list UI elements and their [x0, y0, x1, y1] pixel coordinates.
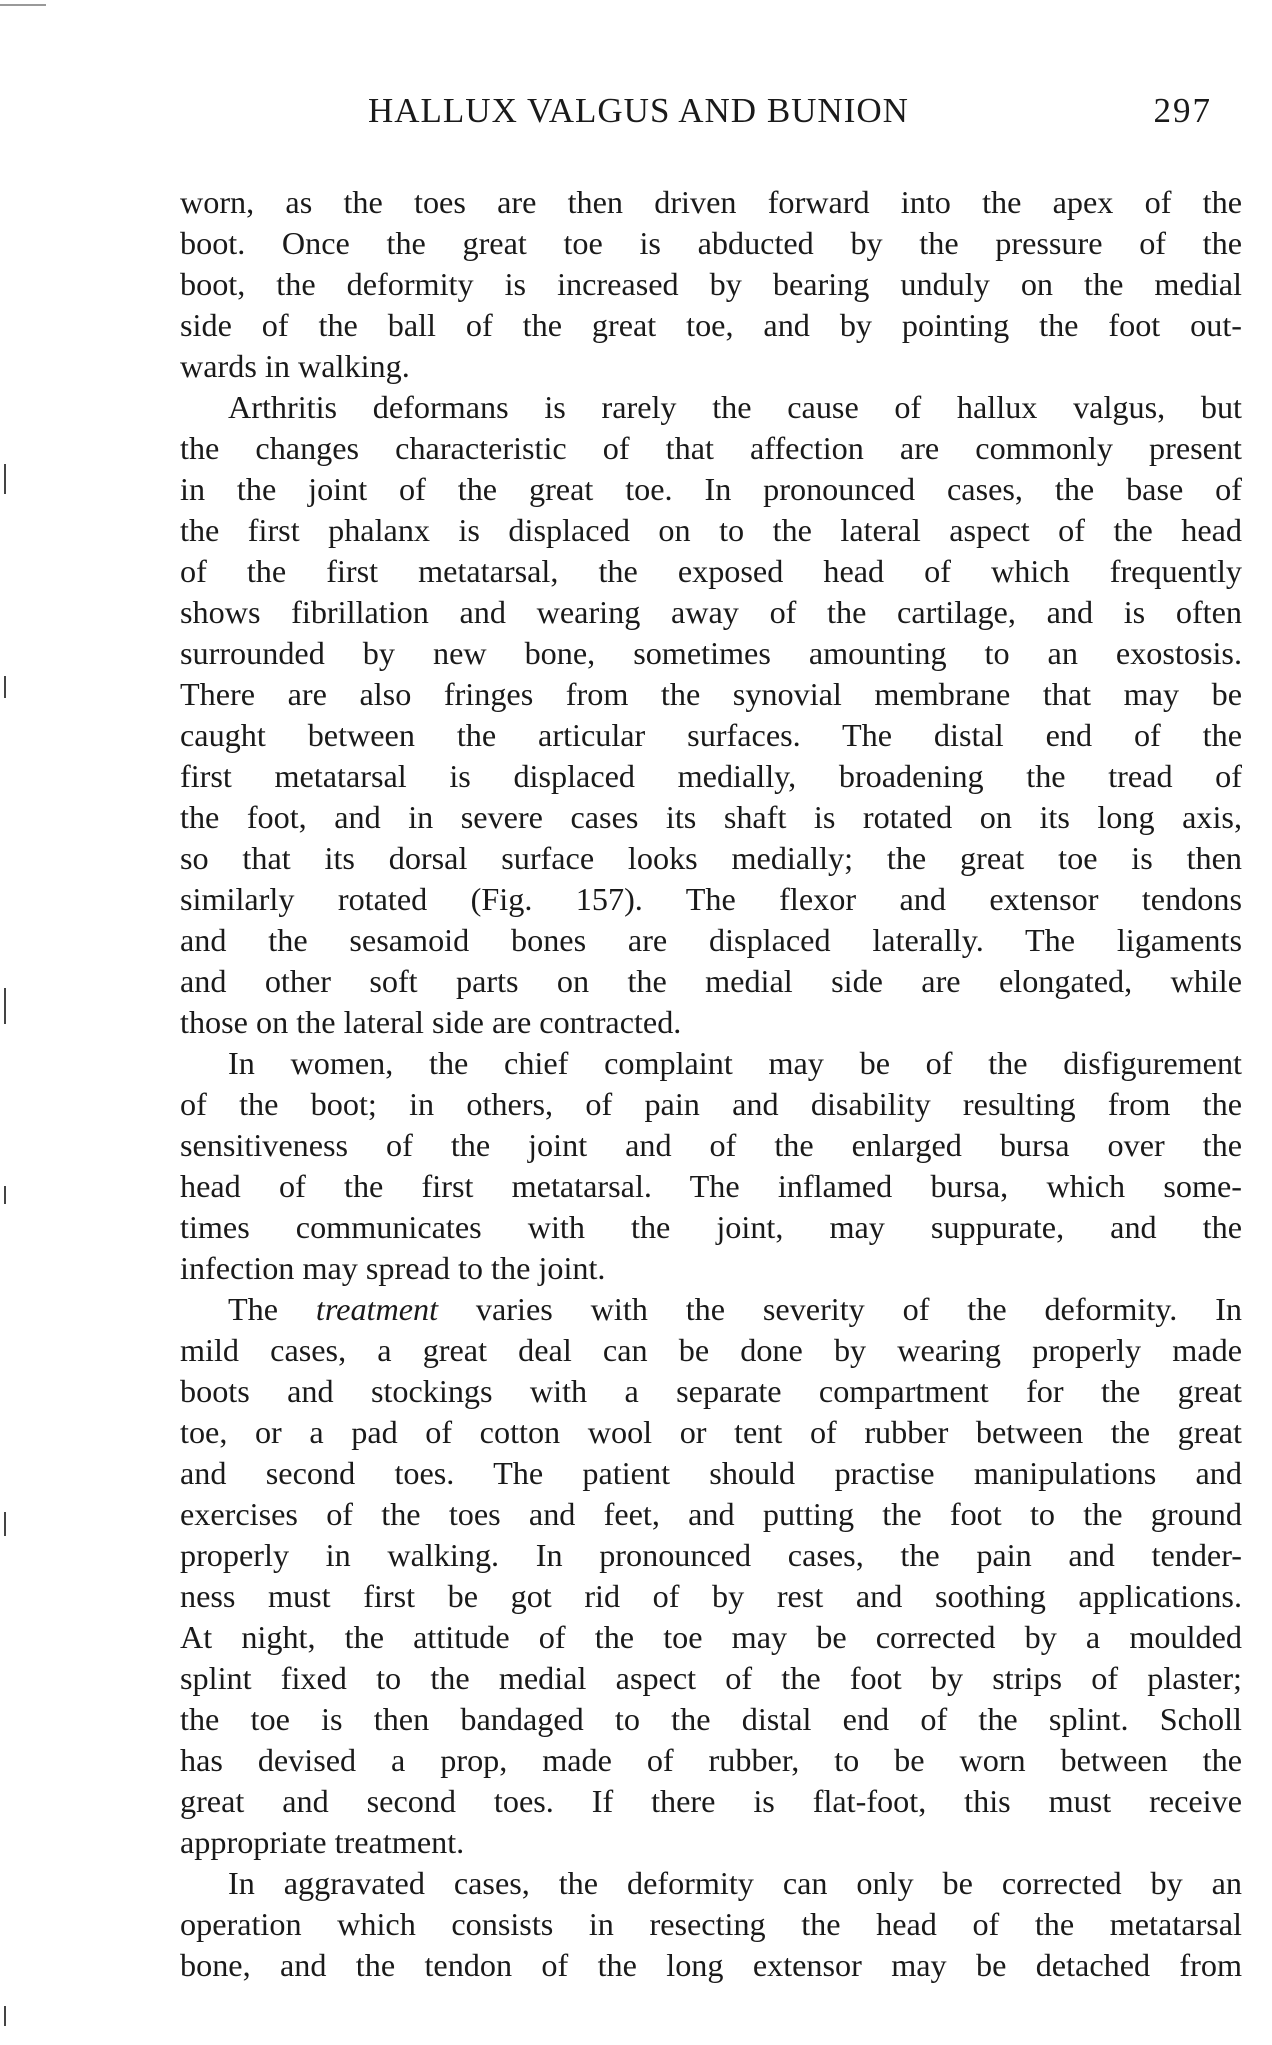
text-run: varies with the severity of the deformity. In	[438, 1291, 1243, 1327]
text-line: infection may spread to the joint.	[180, 1250, 606, 1286]
scan-margin-mark	[4, 1186, 6, 1204]
italic-term: treatment	[315, 1291, 439, 1327]
text-line: in the joint of the great toe. In pronounced cases, the base of	[180, 471, 1242, 507]
text-line: has devised a prop, made of rubber, to be worn between the	[180, 1742, 1242, 1778]
text-line: of the boot; in others, of pain and disability resulting from the	[180, 1086, 1242, 1122]
text-line: caught between the articular surfaces. The distal end of the	[180, 717, 1242, 753]
text-line: head of the first metatarsal. The inflamed bursa, which some-	[180, 1168, 1242, 1204]
text-line: and the sesamoid bones are displaced laterally. The ligaments	[180, 922, 1242, 958]
paragraph	[180, 182, 1242, 387]
scan-margin-mark	[4, 464, 6, 494]
scan-margin-mark	[4, 676, 6, 698]
text-line: ness must first be got rid of by rest and soothing applications.	[180, 1578, 1242, 1614]
text-line: splint fixed to the medial aspect of the foot by strips of plaster;	[180, 1660, 1242, 1696]
text-line: At night, the attitude of the toe may be corrected by a moulded	[180, 1619, 1242, 1655]
scan-margin-mark	[4, 1512, 6, 1536]
text-line: and second toes. The patient should practise manipulations and	[180, 1455, 1242, 1491]
text-line: great and second toes. If there is flat-foot, this must receive	[180, 1783, 1242, 1819]
text-line: similarly rotated (Fig. 157). The flexor and extensor tendons	[180, 881, 1242, 917]
text-line: times communicates with the joint, may suppurate, and the	[180, 1209, 1242, 1245]
running-head	[180, 88, 1240, 134]
text-line: There are also fringes from the synovial membrane that may be	[180, 676, 1242, 712]
text-line: the foot, and in severe cases its shaft is rotated on its long axis,	[180, 799, 1242, 835]
text-run: The	[228, 1291, 316, 1327]
paragraph	[180, 1289, 1242, 1863]
text-line: boots and stockings with a separate compartment for the great	[180, 1373, 1242, 1409]
text-line: exercises of the toes and feet, and putting the foot to the ground	[180, 1496, 1242, 1532]
text-line: sensitiveness of the joint and of the enlarged bursa over the	[180, 1127, 1242, 1163]
text-line: the toe is then bandaged to the distal end of the splint. Scholl	[180, 1701, 1242, 1737]
scan-margin-mark	[4, 2006, 6, 2026]
text-line: surrounded by new bone, sometimes amounting to an exostosis.	[180, 635, 1242, 671]
text-line: the changes characteristic of that affection are commonly present	[180, 430, 1242, 466]
text-line: wards in walking.	[180, 348, 410, 384]
text-line: operation which consists in resecting the head of the metatarsal	[180, 1906, 1242, 1942]
text-line: properly in walking. In pronounced cases, the pain and tender-	[180, 1537, 1242, 1573]
scan-margin-mark	[4, 988, 6, 1024]
body-text	[180, 182, 1242, 1986]
page-number: 297	[1153, 91, 1212, 130]
text-line: the first phalanx is displaced on to the lateral aspect of the head	[180, 512, 1242, 548]
text-line: In aggravated cases, the deformity can only be corrected by an	[228, 1865, 1242, 1901]
paragraph	[180, 1043, 1242, 1289]
text-line: so that its dorsal surface looks medially; the great toe is then	[180, 840, 1242, 876]
text-line: of the first metatarsal, the exposed head of which frequently	[180, 553, 1242, 589]
text-line: those on the lateral side are contracted.	[180, 1004, 682, 1040]
text-line: In women, the chief complaint may be of the disfigurement	[228, 1045, 1242, 1081]
text-line: bone, and the tendon of the long extensor may be detached from	[180, 1947, 1242, 1983]
text-line: toe, or a pad of cotton wool or tent of rubber between the great	[180, 1414, 1242, 1450]
running-title: HALLUX VALGUS AND BUNION	[368, 91, 909, 130]
text-line: side of the ball of the great toe, and by pointing the foot out-	[180, 307, 1242, 343]
text-line: worn, as the toes are then driven forward into the apex of the	[180, 184, 1242, 220]
text-line	[180, 1289, 1242, 1330]
text-line: Arthritis deformans is rarely the cause of hallux valgus, but	[228, 389, 1242, 425]
text-line: appropriate treatment.	[180, 1824, 465, 1860]
text-line: mild cases, a great deal can be done by wearing properly made	[180, 1332, 1242, 1368]
text-line: boot, the deformity is increased by bearing unduly on the medial	[180, 266, 1242, 302]
text-line: shows fibrillation and wearing away of the cartilage, and is often	[180, 594, 1242, 630]
text-line: and other soft parts on the medial side are elongated, while	[180, 963, 1242, 999]
paragraph	[180, 1863, 1242, 1986]
text-line: first metatarsal is displaced medially, broadening the tread of	[180, 758, 1242, 794]
page-edge-mark	[0, 4, 46, 6]
paragraph	[180, 387, 1242, 1043]
text-line: boot. Once the great toe is abducted by the pressure of the	[180, 225, 1242, 261]
